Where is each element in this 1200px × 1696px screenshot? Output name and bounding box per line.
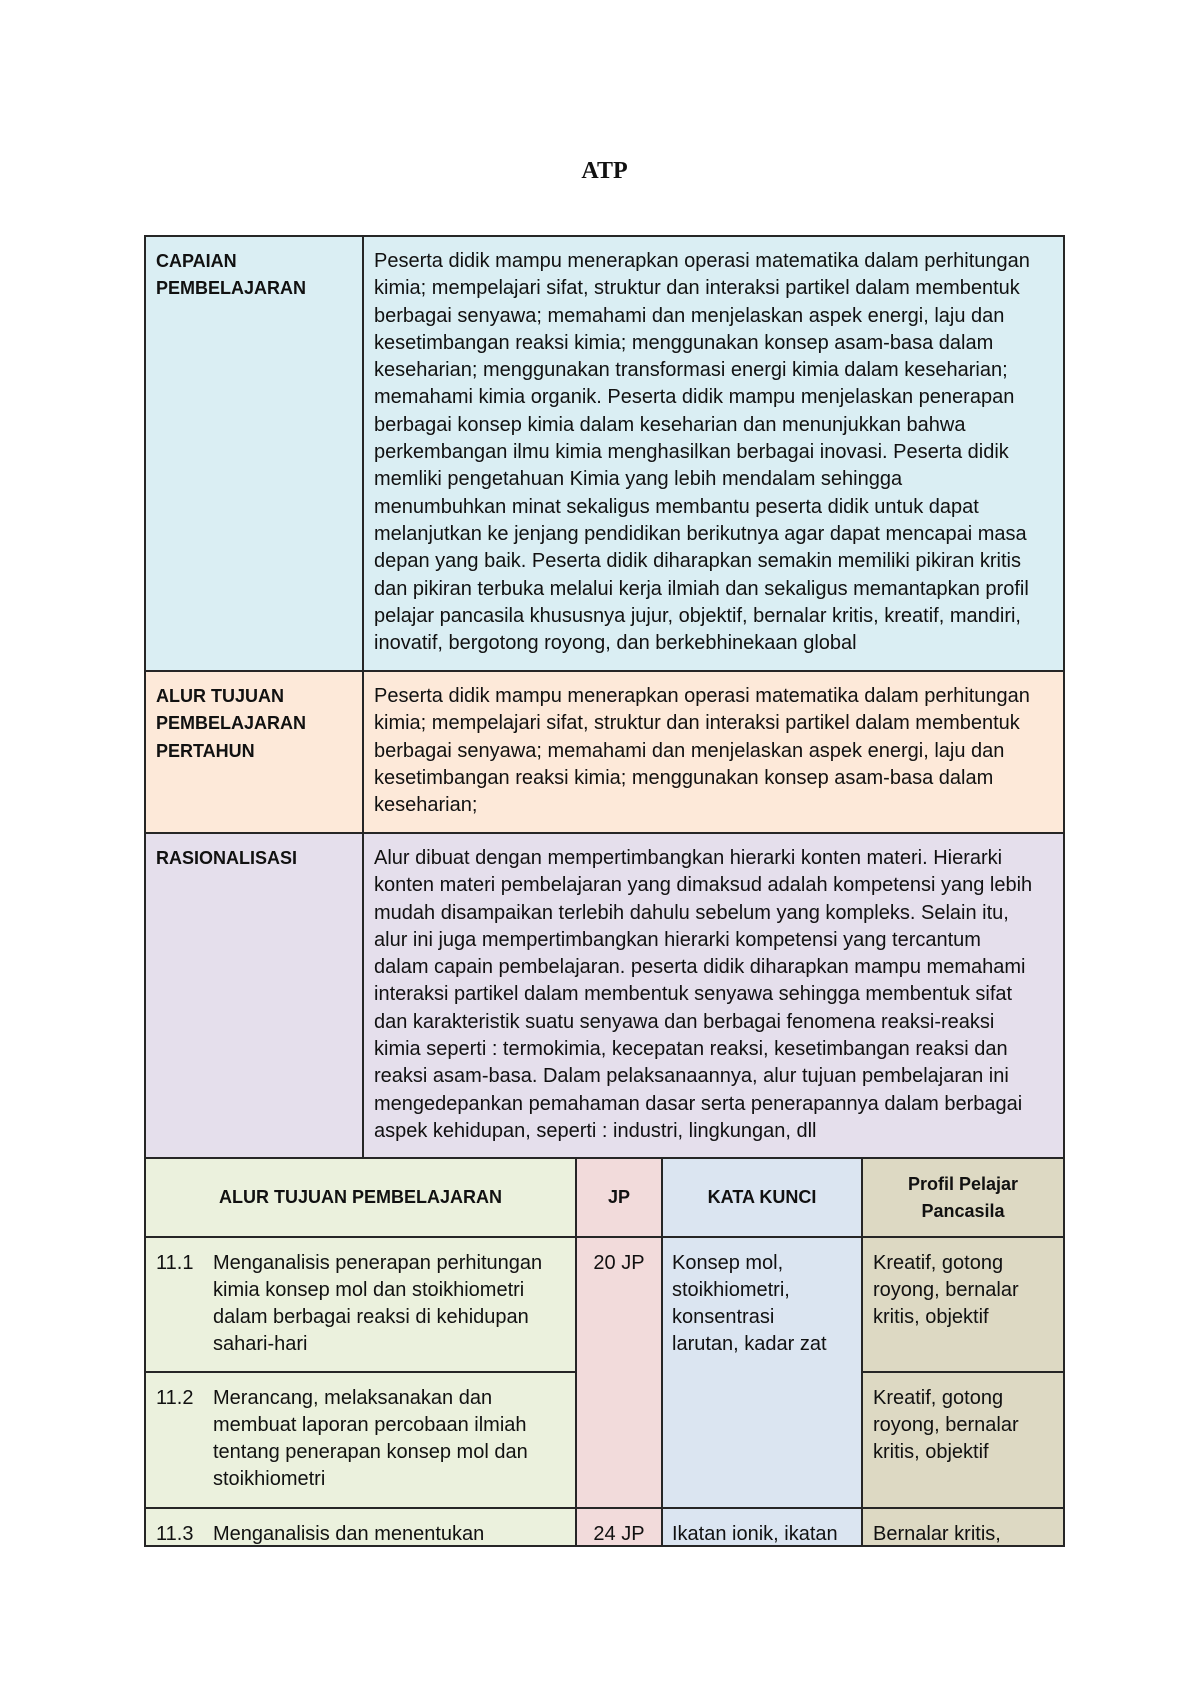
text-line: stoikhiometri,	[672, 1278, 790, 1301]
atp-description	[213, 1385, 569, 1508]
text-line: kimia; mempelajari sifat, struktur dan interaksi partikel dalam membentuk	[374, 712, 1020, 735]
text-line: kritis, objektif	[873, 1441, 989, 1464]
profil-cell	[861, 1507, 1065, 1547]
jp-cell	[575, 1507, 663, 1547]
text-line: keseharian;	[374, 794, 478, 817]
rasionalisasi-label: RASIONALISASI	[156, 848, 298, 868]
text-line: konten materi pembelajaran yang dimaksud adalah kompetensi yang lebih	[374, 874, 1033, 897]
jp-value: 24 JP	[593, 1522, 645, 1545]
jp-cell	[575, 1236, 663, 1509]
header-kata-kunci	[661, 1157, 863, 1238]
text-line: reaksi asam-basa. Dalam pelaksanaannya, alur tujuan pembelajaran ini	[374, 1065, 1009, 1088]
text-line: dalam berbagai reaksi di kehidupan	[213, 1306, 529, 1329]
atp-description	[213, 1521, 569, 1546]
capaian-label-cell	[144, 235, 364, 672]
text-line: memliki pengetahuan Kimia yang lebih mendalam sehingga	[374, 468, 903, 491]
text-line: royong, bernalar	[873, 1413, 1019, 1436]
atp-number: 11.2	[156, 1386, 194, 1409]
document-title: ATP	[581, 158, 628, 184]
text-line: menumbuhkan minat sekaligus membantu peserta didik untuk dapat	[374, 495, 979, 518]
text-line: larutan, kadar zat	[672, 1333, 827, 1356]
atp-number: 11.1	[156, 1251, 194, 1274]
text-line: dan karakteristik suatu senyawa dan berbagai fenomena reaksi-reaksi	[374, 1010, 995, 1033]
profil-cell	[861, 1371, 1065, 1509]
text-line: inovatif, bergotong royong, dan berkebhinekaan global	[374, 632, 857, 655]
text-line: Alur dibuat dengan mempertimbangkan hierarki konten materi. Hierarki	[374, 847, 1003, 869]
profil-cell	[861, 1236, 1065, 1373]
alur-pertahun-label-cell	[144, 670, 364, 834]
header-profil	[861, 1157, 1065, 1238]
header-kata-kunci-label: KATA KUNCI	[707, 1187, 817, 1207]
text-line: kimia konsep mol dan stoikhiometri	[213, 1278, 525, 1301]
atp-row	[144, 1507, 577, 1547]
text-line: berbagai konsep kimia dalam keseharian dan menunjukkan bahwa	[374, 413, 966, 436]
capaian-text-cell	[362, 235, 1065, 672]
text-line: Ikatan ionik, ikatan	[672, 1522, 838, 1545]
header-jp	[575, 1157, 663, 1238]
text-line: Konsep mol,	[672, 1251, 784, 1274]
text-line: aspek kehidupan, seperti : industri, lingkungan, dll	[374, 1119, 817, 1142]
text-line: kimia seperti : termokimia, kecepatan reaksi, kesetimbangan reaksi dan	[374, 1038, 1008, 1061]
text-line: kesetimbangan reaksi kimia; menggunakan konsep asam-basa dalam	[374, 331, 994, 354]
text-line: mudah disampaikan terlebih dahulu sebelum yang kompleks. Selain itu,	[374, 901, 1009, 924]
rasionalisasi-text-cell	[362, 832, 1065, 1159]
text-line: depan yang baik. Peserta didik diharapkan semakin memiliki pikiran kritis	[374, 550, 1021, 573]
atp-number: 11.3	[156, 1522, 194, 1545]
text-line: Peserta didik mampu menerapkan operasi matematika dalam perhitungan	[374, 685, 1030, 707]
text-line: sahari-hari	[213, 1333, 308, 1356]
text-line: berbagai senyawa; memahami dan menjelaskan aspek energi, laju dan	[374, 739, 1005, 762]
text-line: keseharian; menggunakan transformasi energi kimia dalam keseharian;	[374, 359, 1008, 382]
text-line: konsentrasi	[672, 1306, 775, 1329]
text-line: berbagai senyawa; memahami dan menjelaskan aspek energi, laju dan	[374, 304, 1005, 327]
text-line: Menganalisis penerapan perhitungan	[213, 1251, 543, 1274]
text-line: dan pikiran terbuka melalui kerja ilmiah dan sekaligus memantapkan profil	[374, 577, 1029, 600]
text-line: Kreatif, gotong	[873, 1386, 1004, 1409]
header-jp-label: JP	[607, 1187, 631, 1207]
text-line: Peserta didik mampu menerapkan operasi matematika dalam perhitungan	[374, 250, 1030, 272]
atp-row	[144, 1371, 577, 1509]
text-line: royong, bernalar	[873, 1278, 1019, 1301]
alur-pertahun-text-cell	[362, 670, 1065, 834]
text-line: kritis, objektif	[873, 1306, 989, 1329]
text-line: alur ini juga mempertimbangkan hierarki kompetensi yang tercantum	[374, 928, 981, 951]
jp-value: 20 JP	[593, 1251, 645, 1274]
kata-kunci-cell	[661, 1507, 863, 1547]
text-line: Kreatif, gotong	[873, 1251, 1004, 1274]
header-profil-line: Profil Pelajar	[907, 1173, 1019, 1194]
text-line: Menganalisis dan menentukan	[213, 1522, 485, 1545]
text-line: dalam capain pembelajaran. peserta didik diharapkan mampu memahami	[374, 956, 1026, 979]
alur-pertahun-label: ALUR TUJUAN PEMBELAJARAN PERTAHUN	[156, 686, 307, 761]
header-atp-label: ALUR TUJUAN PEMBELAJARAN	[218, 1187, 502, 1207]
text-line: pelajar pancasila khususnya jujur, objektif, bernalar kritis, kreatif, mandiri,	[374, 604, 1021, 627]
text-line: Bernalar kritis,	[873, 1522, 1001, 1545]
text-line: melanjutkan ke jenjang pendidikan berikutnya agar dapat mencapai masa	[374, 522, 1027, 545]
text-line: memahami kimia organik. Peserta didik mampu menjelaskan penerapan	[374, 386, 1015, 409]
text-line: stoikhiometri	[213, 1468, 326, 1491]
text-line: kimia; mempelajari sifat, struktur dan interaksi partikel dalam membentuk	[374, 277, 1020, 300]
text-line: membuat laporan percobaan ilmiah	[213, 1413, 527, 1436]
text-line: tentang penerapan konsep mol dan	[213, 1441, 528, 1464]
text-line: Merancang, melaksanakan dan	[213, 1386, 493, 1409]
atp-description	[213, 1250, 569, 1372]
text-line: mengedepankan pemahaman dasar serta penerapannya dalam berbagai	[374, 1092, 1023, 1115]
kata-kunci-cell	[661, 1236, 863, 1509]
text-line: perkembangan ilmu kimia menghasilkan berbagai inovasi. Peserta didik	[374, 441, 1009, 464]
rasionalisasi-label-cell	[144, 832, 364, 1159]
capaian-label: CAPAIAN PEMBELAJARAN	[156, 251, 307, 299]
text-line: kesetimbangan reaksi kimia; menggunakan konsep asam-basa dalam	[374, 766, 994, 789]
header-profil-line: Pancasila	[921, 1200, 1005, 1221]
text-line: interaksi partikel dalam membentuk senyawa sehingga membentuk sifat	[374, 983, 1013, 1006]
atp-row	[144, 1236, 577, 1373]
header-atp	[144, 1157, 577, 1238]
